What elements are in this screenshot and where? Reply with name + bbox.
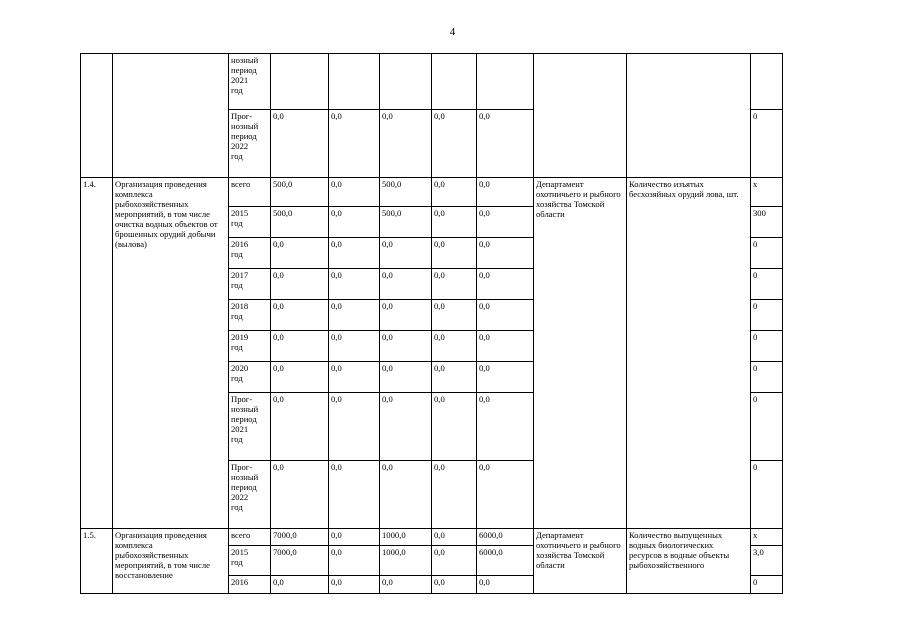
- amount-cell: 0,0: [432, 238, 477, 269]
- executor-cell: Департамент охотничьего и рыбного хозяйства Томской области: [534, 178, 627, 529]
- amount-cell: 0,0: [329, 207, 380, 238]
- amount-cell: 500,0: [380, 178, 432, 207]
- period-cell: Прог- нозный период 2022 год: [229, 110, 271, 178]
- amount-cell: 0,0: [477, 178, 534, 207]
- indicator-value-cell: 0: [751, 300, 783, 331]
- amount-cell: 500,0: [271, 207, 329, 238]
- amount-cell: 0,0: [432, 461, 477, 529]
- period-cell: 2016: [229, 576, 271, 594]
- amount-cell: 0,0: [380, 393, 432, 461]
- amount-cell: 7000,0: [271, 546, 329, 576]
- indicator-name-cell: [627, 54, 751, 178]
- amount-cell: [271, 54, 329, 110]
- executor-cell: [534, 54, 627, 178]
- amount-cell: 0,0: [271, 110, 329, 178]
- amount-cell: 0,0: [329, 393, 380, 461]
- indicator-value-cell: 0: [751, 269, 783, 300]
- period-cell: 2016 год: [229, 238, 271, 269]
- amount-cell: [329, 54, 380, 110]
- amount-cell: 0,0: [380, 300, 432, 331]
- amount-cell: 0,0: [271, 362, 329, 393]
- item-number-cell: 1.4.: [81, 178, 113, 529]
- indicator-value-cell: 0: [751, 461, 783, 529]
- amount-cell: 0,0: [432, 110, 477, 178]
- table-row: [81, 54, 783, 110]
- amount-cell: 0,0: [329, 362, 380, 393]
- amount-cell: 7000,0: [271, 529, 329, 546]
- indicator-value-cell: 0: [751, 331, 783, 362]
- period-cell: 2015 год: [229, 546, 271, 576]
- amount-cell: 0,0: [329, 331, 380, 362]
- amount-cell: 0,0: [329, 576, 380, 594]
- program-table: [80, 53, 783, 594]
- amount-cell: 0,0: [432, 393, 477, 461]
- indicator-value-cell: 300: [751, 207, 783, 238]
- period-cell: 2019 год: [229, 331, 271, 362]
- amount-cell: 0,0: [329, 461, 380, 529]
- amount-cell: 0,0: [432, 576, 477, 594]
- amount-cell: 0,0: [380, 110, 432, 178]
- period-cell: нозный период 2021 год: [229, 54, 271, 110]
- table-row: [81, 529, 783, 546]
- amount-cell: 0,0: [432, 178, 477, 207]
- amount-cell: 1000,0: [380, 546, 432, 576]
- amount-cell: 0,0: [271, 461, 329, 529]
- amount-cell: 0,0: [432, 269, 477, 300]
- item-title-cell: Организация проведения комплекса рыбохозяйственных мероприятий, в том числе очистка водных объектов от брошенных орудий добычи (вылова): [113, 178, 229, 529]
- amount-cell: 0,0: [380, 269, 432, 300]
- amount-cell: 0,0: [329, 178, 380, 207]
- amount-cell: 0,0: [432, 362, 477, 393]
- amount-cell: 0,0: [329, 529, 380, 546]
- period-cell: 2015 год: [229, 207, 271, 238]
- amount-cell: 0,0: [477, 576, 534, 594]
- indicator-value-cell: 0: [751, 393, 783, 461]
- amount-cell: 0,0: [271, 238, 329, 269]
- amount-cell: 500,0: [380, 207, 432, 238]
- amount-cell: 0,0: [380, 331, 432, 362]
- item-title-cell: [113, 54, 229, 178]
- amount-cell: 0,0: [380, 576, 432, 594]
- indicator-value-cell: 0: [751, 576, 783, 594]
- amount-cell: 0,0: [477, 362, 534, 393]
- period-cell: 2017 год: [229, 269, 271, 300]
- item-title-cell: Организация проведения комплекса рыбохозяйственных мероприятий, в том числе восстановление: [113, 529, 229, 594]
- indicator-name-cell: Количество выпущенных водных биологических ресурсов в водные объекты рыбохозяйственного: [627, 529, 751, 594]
- indicator-value-cell: 0: [751, 362, 783, 393]
- amount-cell: 0,0: [271, 393, 329, 461]
- period-cell: Прог- нозный период 2021 год: [229, 393, 271, 461]
- indicator-value-cell: x: [751, 178, 783, 207]
- period-cell: 2020 год: [229, 362, 271, 393]
- indicator-name-cell: Количество изъятых бесхозяйных орудий лова, шт.: [627, 178, 751, 529]
- amount-cell: 0,0: [329, 110, 380, 178]
- executor-cell: Департамент охотничьего и рыбного хозяйства Томской области: [534, 529, 627, 594]
- amount-cell: 0,0: [432, 529, 477, 546]
- amount-cell: 0,0: [432, 207, 477, 238]
- indicator-value-cell: 0: [751, 110, 783, 178]
- item-number-cell: [81, 54, 113, 178]
- amount-cell: 0,0: [477, 300, 534, 331]
- indicator-value-cell: 3,0: [751, 546, 783, 576]
- amount-cell: 0,0: [477, 461, 534, 529]
- amount-cell: 0,0: [477, 110, 534, 178]
- amount-cell: 500,0: [271, 178, 329, 207]
- amount-cell: 0,0: [380, 238, 432, 269]
- amount-cell: 0,0: [477, 238, 534, 269]
- amount-cell: 0,0: [329, 300, 380, 331]
- amount-cell: 0,0: [380, 362, 432, 393]
- amount-cell: 0,0: [271, 331, 329, 362]
- amount-cell: 0,0: [271, 269, 329, 300]
- indicator-value-cell: 0: [751, 238, 783, 269]
- amount-cell: 0,0: [380, 461, 432, 529]
- amount-cell: 0,0: [432, 300, 477, 331]
- item-number-cell: 1.5.: [81, 529, 113, 594]
- amount-cell: 1000,0: [380, 529, 432, 546]
- period-cell: Прог- нозный период 2022 год: [229, 461, 271, 529]
- amount-cell: 0,0: [432, 331, 477, 362]
- period-cell: всего: [229, 178, 271, 207]
- amount-cell: 0,0: [271, 300, 329, 331]
- amount-cell: 6000,0: [477, 529, 534, 546]
- amount-cell: 0,0: [329, 546, 380, 576]
- period-cell: 2018 год: [229, 300, 271, 331]
- amount-cell: [380, 54, 432, 110]
- amount-cell: 0,0: [477, 393, 534, 461]
- page-number: 4: [449, 26, 456, 38]
- amount-cell: 6000,0: [477, 546, 534, 576]
- amount-cell: 0,0: [271, 576, 329, 594]
- indicator-value-cell: x: [751, 529, 783, 546]
- period-cell: всего: [229, 529, 271, 546]
- amount-cell: [477, 54, 534, 110]
- amount-cell: 0,0: [477, 269, 534, 300]
- amount-cell: 0,0: [329, 269, 380, 300]
- table-row: [81, 178, 783, 207]
- amount-cell: 0,0: [477, 207, 534, 238]
- amount-cell: [432, 54, 477, 110]
- indicator-value-cell: [751, 54, 783, 110]
- amount-cell: 0,0: [329, 238, 380, 269]
- amount-cell: 0,0: [477, 331, 534, 362]
- amount-cell: 0,0: [432, 546, 477, 576]
